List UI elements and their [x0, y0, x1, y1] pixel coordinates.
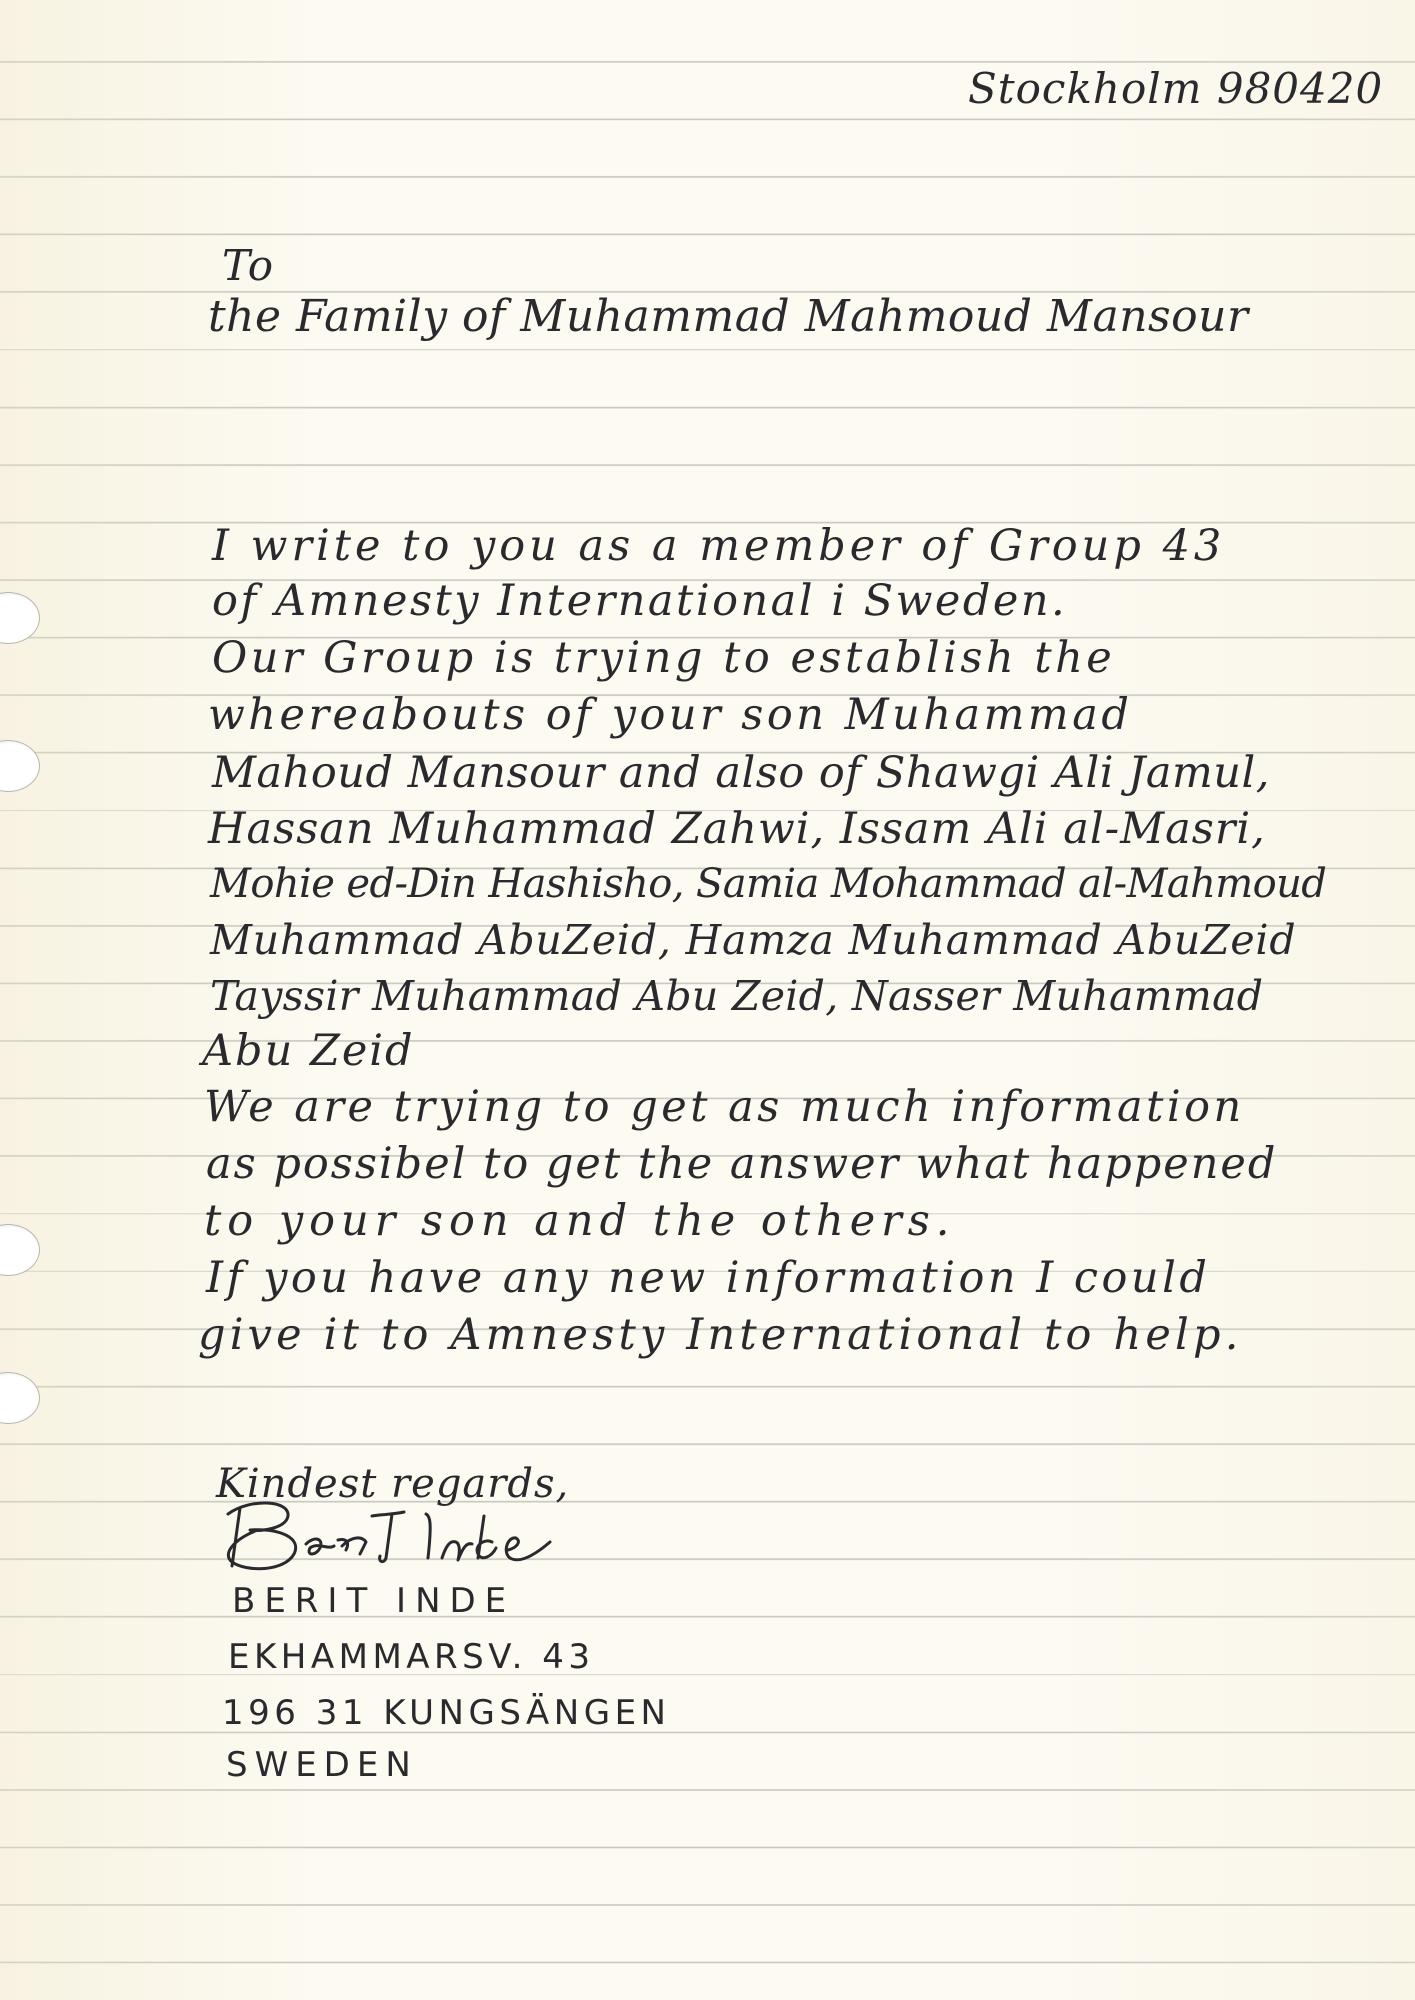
body-line: whereabouts of your son Muhammad: [208, 690, 1133, 740]
body-line: of Amnesty International i Sweden.: [212, 576, 1068, 626]
body-line: Tayssir Muhammad Abu Zeid, Nasser Muhammad: [210, 972, 1264, 1020]
recipient-to: To: [222, 241, 275, 290]
body-line: Abu Zeid: [202, 1026, 415, 1076]
body-line: Mohie ed-Din Hashisho, Samia Mohammad al-Mahmoud: [210, 861, 1327, 907]
body-line: Muhammad AbuZeid, Hamza Muhammad AbuZeid: [210, 916, 1297, 964]
handwritten-signature: [210, 1492, 590, 1582]
place-date: Stockholm 980420: [968, 64, 1384, 113]
body-line: If you have any new information I could: [206, 1253, 1211, 1303]
punch-hole: [0, 740, 40, 792]
body-line: I write to you as a member of Group 43: [212, 521, 1226, 571]
body-line: to your son and the others.: [204, 1196, 956, 1246]
body-line: Mahoud Mansour and also of Shawgi Ali Jamul,: [212, 748, 1270, 798]
punch-hole: [0, 1224, 40, 1276]
closing: Kindest regards,: [216, 1461, 570, 1507]
punch-hole: [0, 592, 40, 644]
address-country: SWEDEN: [226, 1745, 418, 1785]
body-line: Our Group is trying to establish the: [212, 633, 1116, 683]
body-line: as possibel to get the answer what happened: [206, 1139, 1278, 1189]
punch-hole: [0, 1372, 40, 1424]
address-street: EKHAMMARSV. 43: [228, 1637, 595, 1677]
recipient-name: the Family of Muhammad Mahmoud Mansour: [208, 291, 1249, 342]
body-line: Hassan Muhammad Zahwi, Issam Ali al-Masri,: [208, 804, 1266, 854]
body-line: We are trying to get as much information: [204, 1082, 1245, 1132]
body-line: give it to Amnesty International to help.: [198, 1310, 1243, 1360]
address-name: BERIT INDE: [232, 1581, 516, 1621]
address-city: 196 31 KUNGSÄNGEN: [222, 1693, 671, 1733]
